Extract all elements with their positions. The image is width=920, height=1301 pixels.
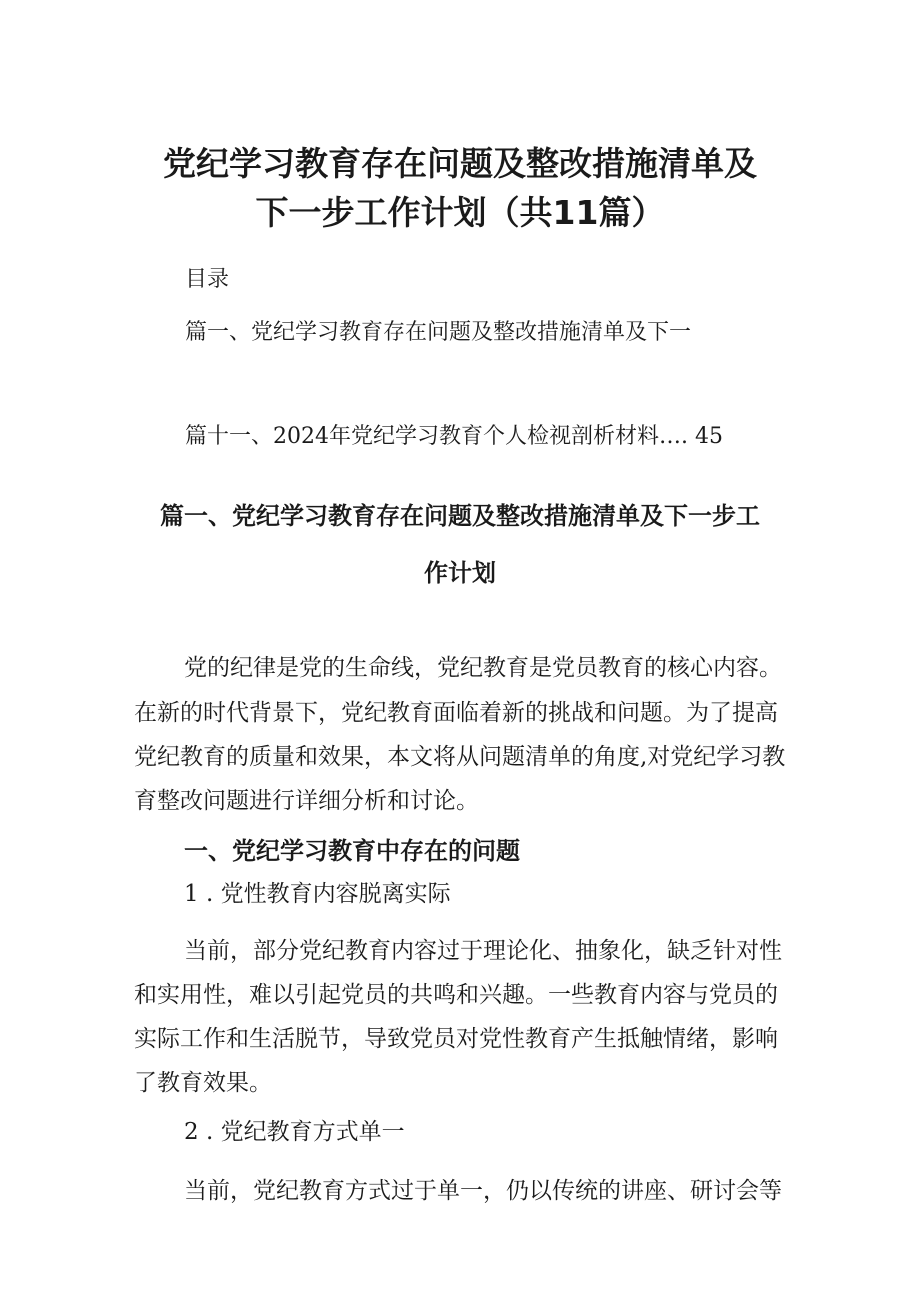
subheading-1: 1 . 党性教育内容脱离实际	[184, 881, 451, 907]
intro-line-2: 在新的时代背景下，党纪教育面临着新的挑战和问题。为了提高	[134, 700, 778, 726]
intro-line-4: 育整改问题进行详细分析和讨论。	[134, 788, 479, 814]
document-title-line-2: 下一步工作计划（共11篇）	[255, 193, 665, 232]
toc-label: 目录	[185, 267, 230, 292]
para-1-line-3: 实际工作和生活脱节，导致党员对党性教育产生抵触情绪，影响	[134, 1026, 778, 1052]
para-1-line-4: 了教育效果。	[134, 1070, 272, 1096]
para-1-line-2: 和实用性，难以引起党员的共鸣和兴趣。一些教育内容与党员的	[134, 982, 778, 1008]
heading-problems: 一、党纪学习教育中存在的问题	[184, 837, 520, 865]
para-2-line-1: 当前，党纪教育方式过于单一，仍以传统的讲座、研讨会等	[184, 1178, 782, 1204]
section-title-line-2: 作计划	[424, 559, 496, 587]
intro-line-3: 党纪教育的质量和效果，本文将从问题清单的角度,对党纪学习教	[134, 744, 786, 770]
section-title-line-1: 篇一、党纪学习教育存在问题及整改措施清单及下一步工	[160, 502, 760, 530]
toc-entry-11[interactable]: 篇十一、2024年党纪学习教育个人检视剖析材料…. 45	[185, 424, 723, 449]
subheading-2: 2 . 党纪教育方式单一	[184, 1119, 405, 1145]
intro-line-1: 党的纪律是党的生命线，党纪教育是党员教育的核心内容。	[184, 655, 782, 681]
para-1-line-1: 当前，部分党纪教育内容过于理论化、抽象化，缺乏针对性	[184, 938, 782, 964]
document-title-line-1: 党纪学习教育存在问题及整改措施清单及	[163, 144, 757, 183]
toc-entry-1[interactable]: 篇一、党纪学习教育存在问题及整改措施清单及下一	[185, 320, 692, 345]
